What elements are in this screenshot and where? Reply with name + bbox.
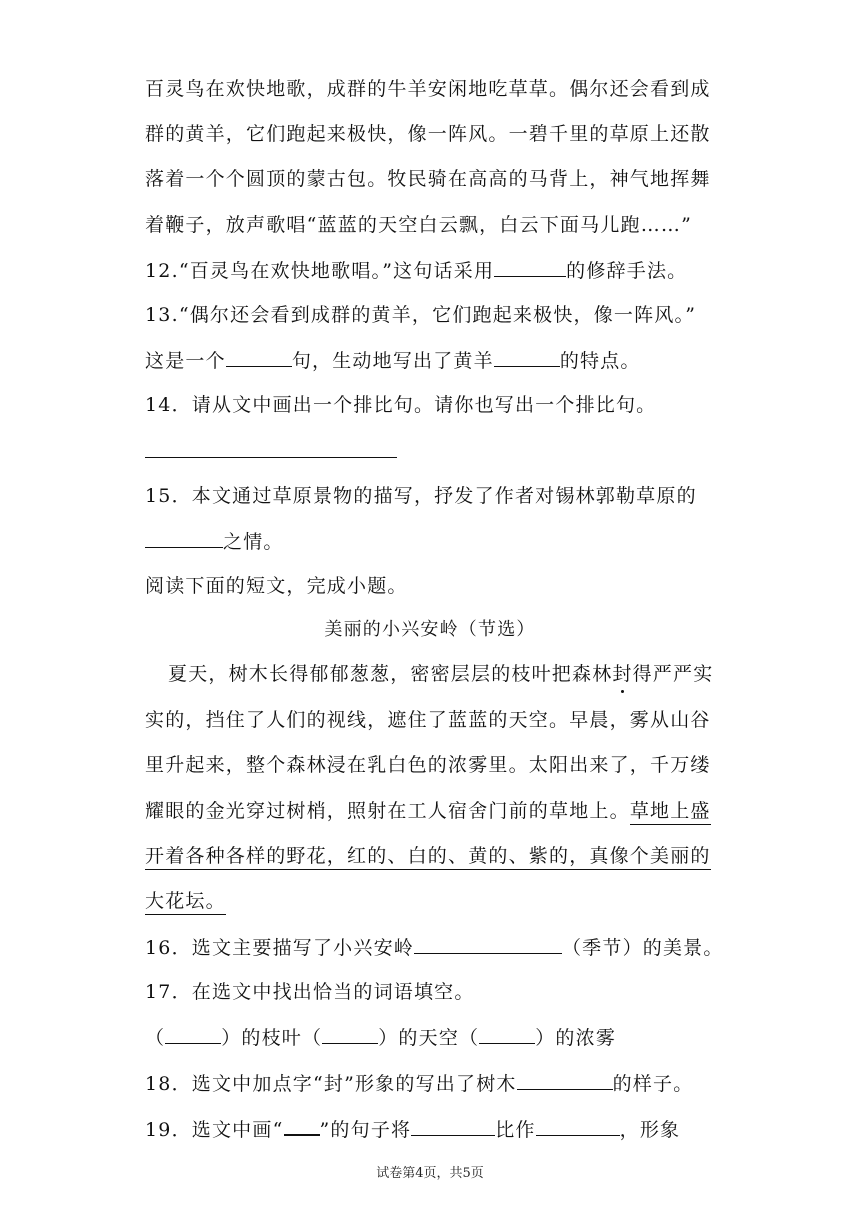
question-17-blanks: （ ）的枝叶（ ）的天空（ ）的浓雾	[145, 1027, 617, 1049]
passage-line	[145, 889, 226, 913]
answer-blank[interactable]	[414, 935, 562, 954]
answer-blank[interactable]	[536, 1117, 620, 1136]
answer-blank[interactable]	[411, 1117, 495, 1136]
answer-blank[interactable]	[165, 1025, 221, 1044]
underlined-sentence: 草地上盛	[630, 800, 711, 825]
question-14: 14．请从文中画出一个排比句。请你也写出一个排比句。	[145, 394, 657, 416]
passage-line: 落着一个个圆顶的蒙古包。牧民骑在高高的马背上，神气地挥舞	[145, 168, 711, 190]
underlined-sentence: 大花坛。	[145, 890, 226, 915]
passage-line	[145, 844, 711, 868]
passage-line: 实的，挡住了人们的视线，遮住了蓝蓝的天空。早晨，雾从山谷	[145, 709, 711, 731]
answer-blank[interactable]	[226, 348, 292, 367]
question-15: 15．本文通过草原景物的描写，抒发了作者对锡林郭勒草原的	[145, 485, 697, 507]
answer-line[interactable]	[145, 457, 397, 458]
answer-blank[interactable]	[322, 1025, 378, 1044]
reading-instruction: 阅读下面的短文，完成小题。	[145, 575, 408, 597]
passage-line: 百灵鸟在欢快地歌，成群的牛羊安闲地吃草草。偶尔还会看到成	[145, 78, 711, 100]
answer-blank[interactable]	[517, 1071, 613, 1090]
question-19: 19．选文中画“ ”的句子将 比作 ，形象	[145, 1116, 680, 1142]
answer-blank[interactable]	[479, 1025, 535, 1044]
question-16: 16．选文主要描写了小兴安岭 （季节）的美景。	[145, 937, 724, 959]
question-17: 17．在选文中找出恰当的词语填空。	[145, 981, 475, 1003]
passage-title: 美丽的小兴安岭（节选）	[324, 619, 536, 640]
passage-line: 耀眼的金光穿过树梢，照射在工人宿舍门前的草地上。草地上盛	[145, 799, 711, 823]
answer-blank[interactable]	[145, 529, 223, 548]
passage-line: 夏天，树木长得郁郁葱葱，密密层层的枝叶把森林封得严严实	[168, 663, 714, 685]
passage-line: 着鞭子，放声歌唱“蓝蓝的天空白云飘，白云下面马儿跑……”	[145, 214, 693, 236]
question-12: 12.“百灵鸟在欢快地歌唱。”这句话采用 的修辞手法。	[145, 260, 688, 282]
emphasis-dot-char: 封	[612, 663, 633, 685]
answer-blank[interactable]	[494, 258, 566, 277]
passage-line: 里升起来，整个森林浸在乳白色的浓雾里。太阳出来了，千万缕	[145, 754, 711, 776]
passage-line: 群的黄羊，它们跑起来极快，像一阵风。一碧千里的草原上还散	[145, 123, 711, 145]
question-13-line2: 这是一个 句，生动地写出了黄羊 的特点。	[145, 350, 641, 372]
question-13: 13.“偶尔还会看到成群的黄羊，它们跑起来极快，像一阵风。”	[145, 304, 697, 326]
answer-blank[interactable]	[494, 348, 560, 367]
underline-sample	[284, 1116, 320, 1136]
page-footer: 试卷第4页，共5页	[376, 1166, 484, 1181]
underlined-sentence: 开着各种各样的野花，红的、白的、黄的、紫的，真像个美丽的	[145, 845, 711, 870]
question-18: 18．选文中加点字“封”形象的写出了树木 的样子。	[145, 1073, 694, 1095]
question-15-line2: 之情。	[145, 529, 284, 554]
